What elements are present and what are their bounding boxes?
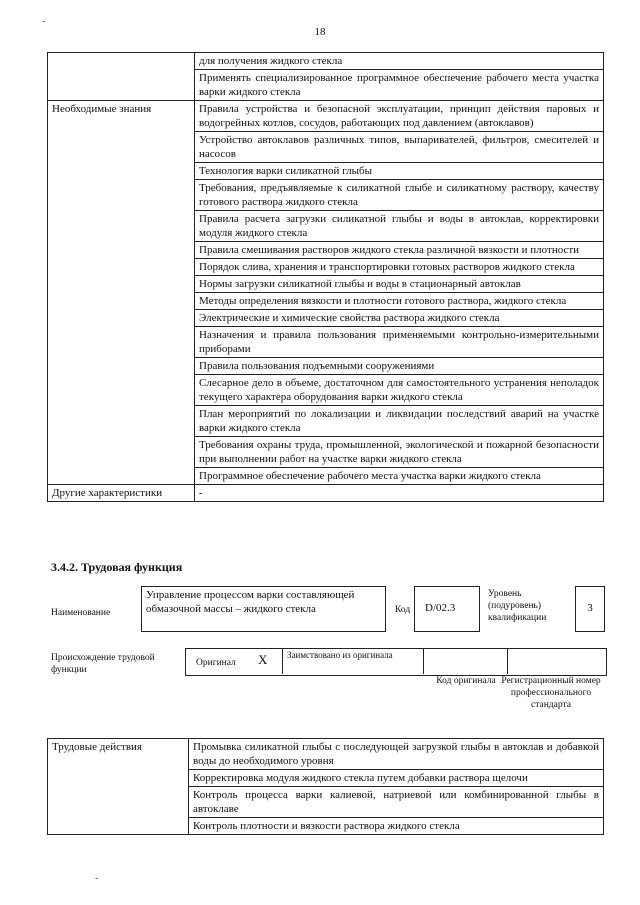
level-box [575,586,605,632]
name-label: Наименование [51,608,111,618]
table-cell: Требования, предъявляемые к силикатной глыбе и силикатному раствору, качеству готового раствора жидкого стекла [195,180,604,211]
table-cell: Нормы загрузки силикатной глыбы и воды в стационарный автоклав [195,276,604,293]
level-value: 3 [587,602,593,614]
row-heading: Трудовые действия [48,739,189,835]
scan-mark: - [95,873,99,884]
table-row [48,485,604,502]
table-cell: Технология варки силикатной глыбы [195,163,604,180]
row-heading [48,53,195,101]
page-number: 18 [314,26,326,38]
section-title: 3.4.2. Трудовая функция [51,560,183,574]
table-cell: Методы определения вязкости и плотности готового раствора, жидкого стекла [195,293,604,310]
table-cell: Правила расчета загрузки силикатной глыбы и воды в автоклав, корректировки модуля жидкого стекла [195,211,604,242]
code-original-caption: Код оригинала [436,676,496,686]
table-cell: Применять специализированное программное обеспечение рабочего места участка варки жидкого стекла [195,70,604,101]
table-row [48,739,604,770]
table-cell: Требования охраны труда, промышленной, экологической и пожарной безопасности при выполнении работ на участке варки жидкого стекла [195,437,604,468]
table-cell: - [195,485,604,502]
function-name-value: Управление процессом варки составляющей обмазочной массы – жидкого стекла [146,589,355,615]
knowledge-table [47,52,604,502]
code-label: Код [395,605,411,615]
table-cell: Программное обеспечение рабочего места участка варки жидкого стекла [195,468,604,485]
table-cell: Правила смешивания растворов жидкого стекла различной вязкости и плотности [195,242,604,259]
code-value: D/02.3 [425,602,456,614]
code-box [414,586,480,632]
origin-row [185,648,607,676]
origin-divider [507,648,508,674]
labor-actions-table [47,738,604,835]
table-row [48,53,604,70]
table-cell: Контроль плотности и вязкости раствора жидкого стекла [189,818,604,835]
table-cell: Корректировка модуля жидкого стекла путем добавки раствора щелочи [189,770,604,787]
original-mark: X [258,652,268,667]
table-cell: Контроль процесса варки калиевой, натриевой или комбинированной глыбы в автоклаве [189,787,604,818]
reg-number-caption: Регистрационный номер профессионального стандарта [501,676,601,710]
table-cell: Назначения и правила пользования применяемыми контрольно-измерительными приборами [195,327,604,358]
table-cell: План мероприятий по локализации и ликвидации последствий аварий на участке варки жидкого стекла [195,406,604,437]
function-name-box [141,586,386,632]
table-cell: Промывка силикатной глыбы с последующей загрузкой глыбы в автоклав и добавкой воды до необходимого уровня [189,739,604,770]
origin-label: Происхождение трудовой функции [51,653,155,675]
original-label: Оригинал [196,658,236,668]
table-cell: Правила пользования подъемными сооружениями [195,358,604,375]
origin-divider [282,648,283,674]
table-cell: Слесарное дело в объеме, достаточном для самостоятельного устранения неполадок текущего характера оборудования варки жидкого стекла [195,375,604,406]
borrowed-label: Заимствовано из оригинала [287,650,393,660]
row-heading: Необходимые знания [48,101,195,485]
level-label: Уровень (подуровень) квалификации [488,589,547,623]
scan-mark: - [42,16,46,27]
table-cell: для получения жидкого стекла [195,53,604,70]
row-heading: Другие характеристики [48,485,195,502]
table-cell: Электрические и химические свойства раствора жидкого стекла [195,310,604,327]
table-cell: Порядок слива, хранения и транспортировки готовых растворов жидкого стекла [195,259,604,276]
table-row [48,101,604,132]
table-cell: Правила устройства и безопасной эксплуатации, принцип действия паровых и водогрейных котлов, сосудов, работающих под давлением (автоклавов) [195,101,604,132]
table-cell: Устройство автоклавов различных типов, выпаривателей, фильтров, смесителей и насосов [195,132,604,163]
origin-divider [423,648,424,674]
